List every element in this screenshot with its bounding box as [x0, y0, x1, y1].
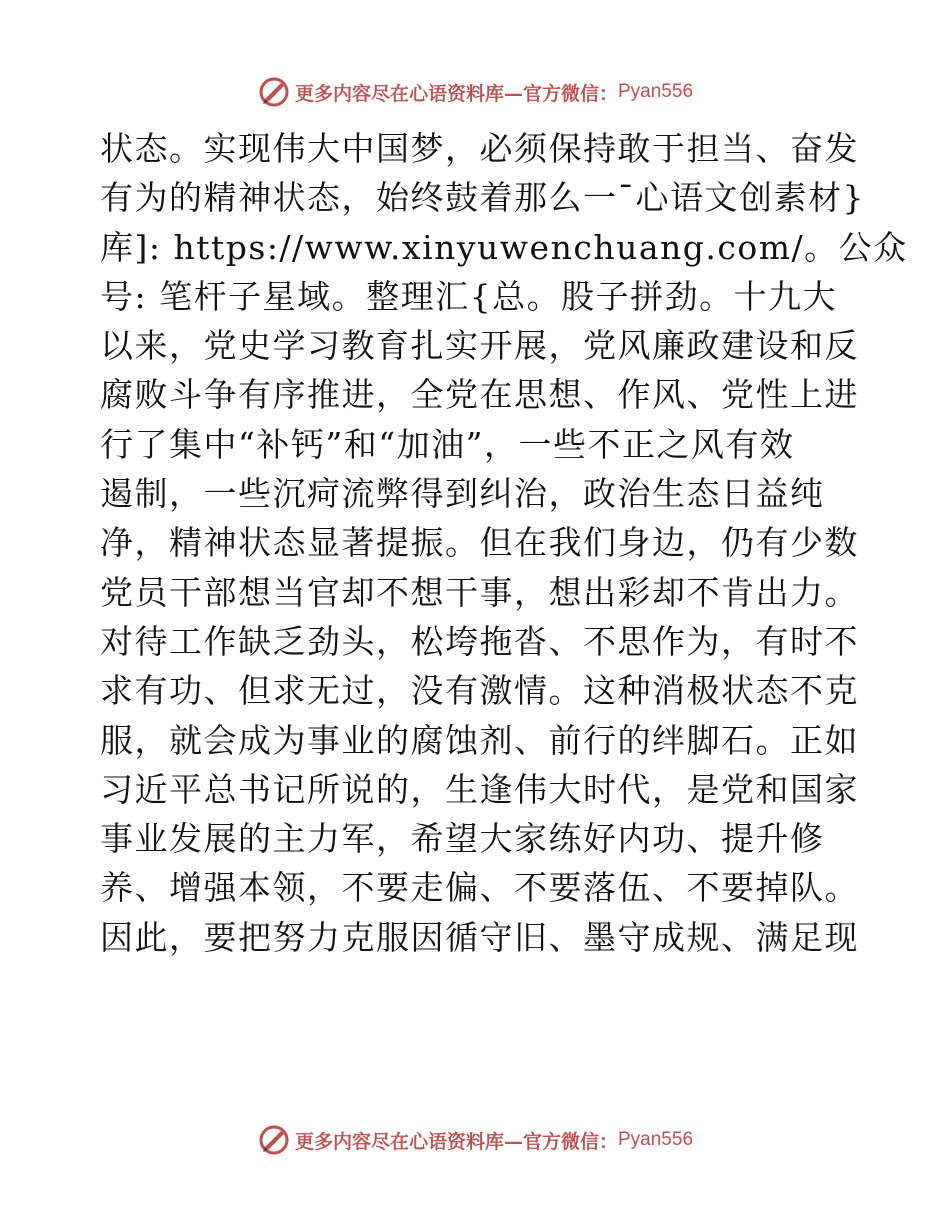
body-line: 因此，要把努力克服因循守旧、墨守成规、满足现: [100, 917, 859, 957]
body-line: 养、增强本领，不要走偏、不要落伍、不要掉队。: [100, 868, 859, 908]
logo-icon: [257, 1123, 291, 1157]
document-body: [100, 124, 908, 962]
body-line: 服，就会成为事业的腐蚀剂、前行的绊脚石。正如: [100, 720, 859, 760]
banner-wechat-id: Pyan556: [618, 1129, 694, 1150]
banner-text: 更多内容尽在心语资料库—官方微信：: [294, 82, 618, 105]
body-line: 遏制，一些沉疴流弊得到纠治，政治生态日益纯: [100, 474, 825, 514]
body-line: 行了集中“补钙”和“加油”，一些不正之风有效: [100, 424, 795, 464]
body-line: 以来，党史学习教育扎实开展，党风廉政建设和反: [100, 326, 859, 366]
body-line: 腐败斗争有序推进，全党在思想、作风、党性上进: [100, 375, 859, 415]
banner-text: 更多内容尽在心语资料库—官方微信：: [294, 1130, 618, 1153]
logo-icon: [257, 75, 291, 109]
body-line: 状态。实现伟大中国梦，必须保持敢于担当、奋发: [100, 129, 859, 168]
body-line: 库]: https://www.xinyuwenchuang.com/。公众: [100, 227, 908, 267]
body-line: 有为的精神状态，始终鼓着那么一¯心语文创素材}: [100, 178, 865, 218]
body-line: 事业发展的主力军，希望大家练好内功、提升修: [100, 819, 825, 859]
banner-wechat-id: Pyan556: [618, 81, 694, 102]
body-line: 号: 笔杆子星域。整理汇{总。股子拼劲。十九大: [100, 276, 838, 316]
body-line: 求有功、但求无过，没有激情。这种消极状态不克: [100, 671, 859, 711]
footer-banner: [0, 1120, 950, 1160]
body-line: 党员干部想当官却不想干事，想出彩却不肯出力。: [100, 572, 859, 612]
body-line: 对待工作缺乏劲头，松垮拖沓、不思作为，有时不: [100, 621, 859, 661]
body-line: 习近平总书记所说的，生逢伟大时代，是党和国家: [100, 769, 859, 809]
header-banner: [0, 72, 950, 112]
body-line: 净，精神状态显著提振。但在我们身边，仍有少数: [100, 523, 859, 563]
